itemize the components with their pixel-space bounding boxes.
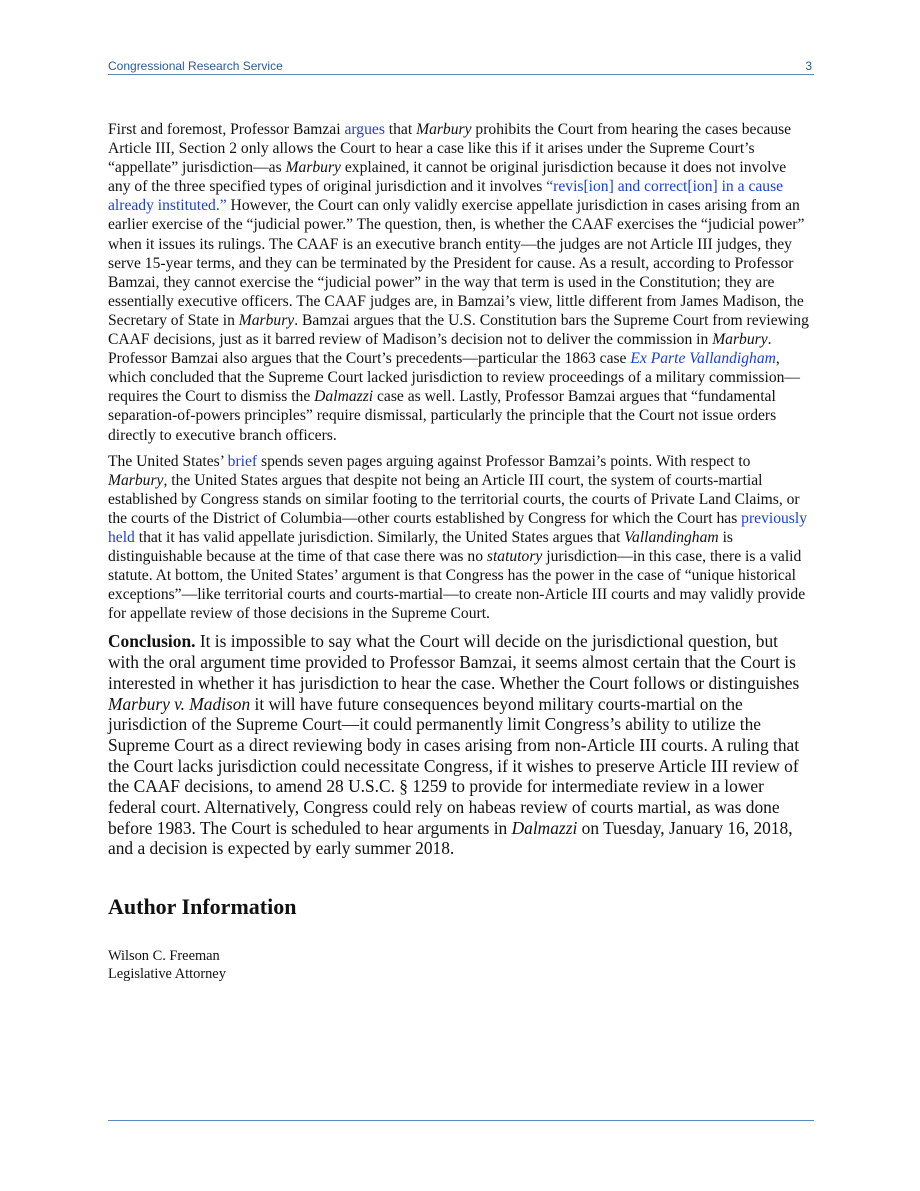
argues-link[interactable]: argues	[344, 121, 385, 138]
header-rule	[108, 74, 814, 75]
text-run: First and foremost, Professor Bamzai	[108, 121, 345, 138]
italic-case-name: Marbury	[238, 311, 295, 329]
italic-link-text: Ex Parte Vallandigham	[630, 350, 776, 368]
text-run: . Professor Bamzai also argues that the Court’s precedents—particular the 1863 case	[108, 331, 772, 368]
brief-link[interactable]: brief	[227, 452, 258, 470]
text-run: However, the Court can only validly exercise appellate jurisdiction in cases arising from an earlier exercise of the “judicial power.” The question, then, is whether the CAAF exercises the “judicial power” when it issues its rulings. The CAAF is an executive branch entity—the judges are not Article III judges, they serve 15-year terms, and they can be terminated by the President for cause. As a result, according to Professor Bamzai, they cannot exercise the “judicial power” in the way that term is used in the Constitution; they are essentially executive officers. The CAAF judges are, in Bamzai’s view, little different from James Madison, the Secretary of State in	[108, 197, 805, 329]
main-content	[108, 120, 812, 983]
text-run: that	[384, 121, 417, 138]
text-run: spends seven pages arguing against Professor Bamzai’s points. With respect to	[257, 452, 751, 470]
conclusion-lead: Conclusion.	[108, 631, 196, 652]
text-run: is distinguishable because at the time of that case there was no	[108, 528, 733, 566]
italic-case-name: Marbury v. Madison	[108, 693, 251, 714]
ex-parte-vallandigham-link[interactable]	[630, 350, 776, 367]
text-run: that it has valid appellate jurisdiction. Similarly, the United States argues that	[134, 528, 625, 546]
revision-correction-link[interactable]: “revis[ion] and correct[ion] in a cause already instituted.”	[108, 178, 784, 215]
italic-case-name: Marbury	[712, 331, 768, 349]
italic-case-name: Dalmazzi	[511, 817, 578, 838]
header-page-number: 3	[805, 59, 812, 73]
text-run: . Bamzai argues that the U.S. Constitution bars the Supreme Court from reviewing CAAF decisions, just as it barred review of Madison’s decision not to deliver the commission in	[108, 311, 809, 349]
text-run: on Tuesday, January 16, 2018, and a decision is expected by early summer 2018.	[108, 817, 793, 859]
text-run: , which concluded that the Supreme Court lacked jurisdiction to review proceedings of a military commission—requires the Court to dismiss the	[108, 350, 801, 406]
text-run: it will have future consequences beyond military courts-martial on the jurisdiction of the Supreme Court—it could permanently limit Congress’s ability to utilize the Supreme Court as a direct reviewing body in cases arising from non-Article III courts. A ruling that the Court lacks jurisdiction could necessitate Congress, if it wishes to preserve Article III review of the CAAF decisions, to amend 28 U.S.C. § 1259 to provide for intermediate review in a lower federal court. Alternatively, Congress could rely on habeas review of courts martial, as was done before 1983. The Court is scheduled to hear arguments in	[108, 693, 800, 838]
italic-case-name: Vallandingham	[624, 528, 719, 546]
footer-rule	[108, 1120, 814, 1121]
italic-case-name: Marbury	[108, 471, 164, 489]
italic-case-name: Marbury	[416, 121, 472, 138]
italic-case-name: Marbury	[285, 159, 341, 177]
previously-held-link[interactable]: previously held	[108, 509, 808, 546]
author-information-heading: Author Information	[108, 894, 297, 920]
text-run: jurisdiction—in this case, there is a valid statute. At bottom, the United States’ argument is that Congress has the power in the case of “unique historical exceptions”—like territorial courts and courts-martial—to create non-Article III courts and may validly provide for appellate review of those decisions in the Supreme Court.	[108, 548, 806, 623]
text-run: prohibits the Court from hearing the cases because Article III, Section 2 only allows the Court to hear a case like this if it arises under the Supreme Court’s “appellate” jurisdiction—as	[108, 121, 792, 177]
header-org-name: Congressional Research Service	[108, 59, 283, 73]
text-run: The United States’	[108, 452, 228, 470]
italic-case-name: Dalmazzi	[314, 388, 374, 406]
italic-emphasis: statutory	[486, 548, 543, 566]
text-run: It is impossible to say what the Court will decide on the jurisdictional question, but with the oral argument time provided to Professor Bamzai, it seems almost certain that the Court is interested in whether it has jurisdiction to hear the case. Whether the Court follows or distinguishes	[108, 631, 800, 693]
text-run: case as well. Lastly, Professor Bamzai argues that “fundamental separation-of-powers principles” require dismissal, particularly the principle that the Court not issue orders directly to executive branch officers.	[108, 388, 777, 444]
author-title: Legislative Attorney	[108, 966, 226, 983]
paragraph-conclusion	[108, 631, 812, 859]
paragraph-bamzai-arguments	[108, 120, 812, 445]
author-block	[108, 947, 812, 983]
author-name: Wilson C. Freeman	[108, 948, 220, 965]
text-run: explained, it cannot be original jurisdiction because it does not involve any of the three specified types of original jurisdiction and it involves	[108, 159, 787, 196]
text-run: , the United States argues that despite not being an Article III court, the system of courts-martial established by Congress stands on similar footing to the territorial courts, the courts of Private Land Claims, or the courts of the District of Columbia—other courts established by Congress for which the Court has	[108, 471, 800, 527]
paragraph-united-states-brief	[108, 452, 812, 624]
